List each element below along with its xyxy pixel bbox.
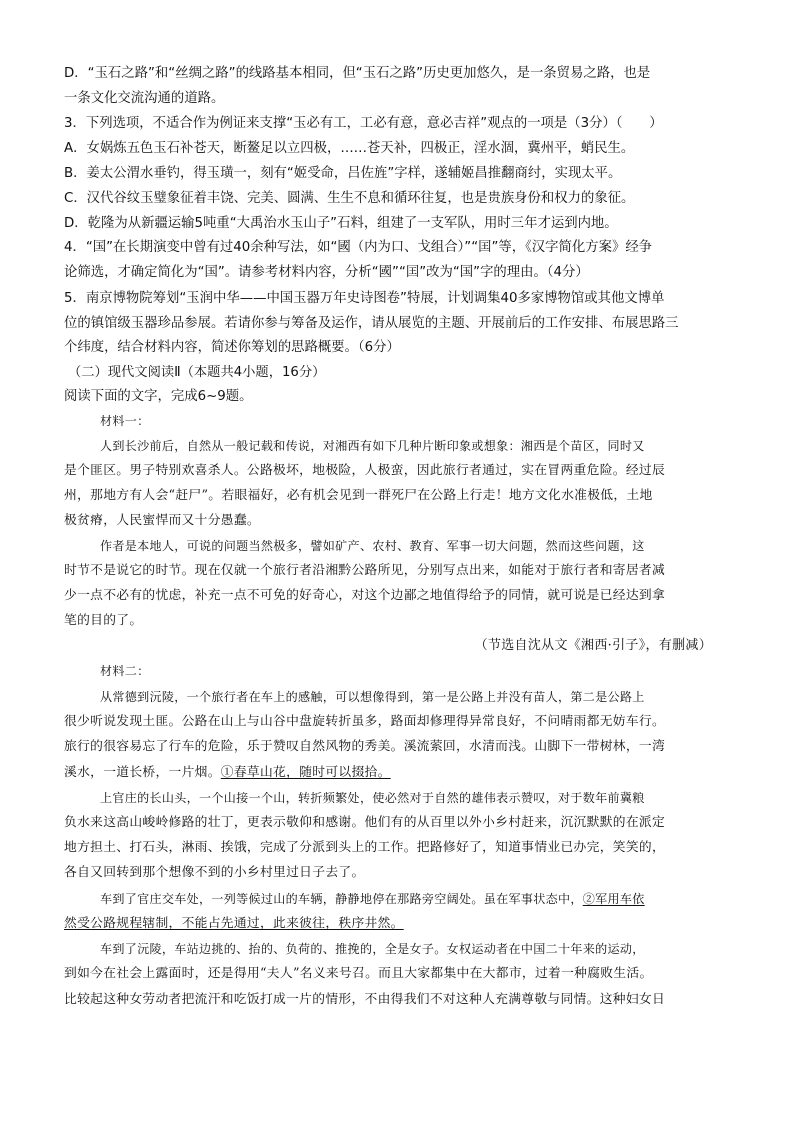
question-3-option-d: D．乾隆为从新疆运输5吨重“大禹治水玉山子”石料，组建了一支军队，用时三年才运到内地。 [64,216,618,231]
underlined-sentence-1: ①春草山花，随时可以掇拾。 [220,765,391,780]
material-2-p2-line3: 地方担土、打石头，淋雨、挨饿，完成了分派到头上的工作。把路修好了，知道事情业已办完，笑笑的， [64,840,666,855]
material-2-p3-line1 [100,891,780,907]
material-1-p2-line1: 作者是本地人，可说的问题当然极多，譬如矿产、农村、教育、军事一切大问题，然而这些问题，这 [100,539,645,553]
material-2-p4-line2: 到如今在社会上露面时，还是得用“夫人”名义来号召。而且大家都集中在大都市，过着一种腐败生活。 [64,966,653,981]
material-1-p1-line3: 州，那地方有人会“赶尸”。若眼福好，必有机会见到一群死尸在公路上行走！地方文化水准极低，土地 [64,488,653,503]
material-2-p2-line1: 上官庄的长山头，一个山接一个山，转折频繁处，使必然对于自然的雄伟表示赞叹，对于数年前冀粮 [100,791,645,805]
question-3-option-c: C．汉代谷纹玉璧象征着丰饶、完美、圆满、生生不息和循环往复，也是贵族身份和权力的象征。 [64,191,635,206]
question-5-line2: 位的镇馆级玉器珍品参展。若请你参与筹备及运作，请从展览的主题、开展前后的工作安排、布展思路三 [64,316,679,331]
material-2-p4-line3: 比较起这种女劳动者把流汗和吃饭打成一片的情形，不由得我们不对这种人充满尊敬与同情。这种妇女日 [64,992,666,1007]
option-d-line2: 一条文化交流沟通的道路。 [64,91,225,106]
material-1-p1-line1: 人到长沙前后，自然从一般记载和传说，对湘西有如下几种片断印象或想象：湘西是个苗区，同时又 [100,439,645,453]
material-1-p2-line3: 少一点不必有的忧虑，补充一点不可免的好奇心，对这个边鄙之地值得给予的同情，就可说是已经达到拿 [64,588,666,603]
material-2-p3-line1-text: 车到了官庄交车处，一列等候过山的车辆，静静地停在那路旁空阔处。虽在军事状态中， [100,892,583,906]
question-4-line2: 论筛选，才确定简化为“国”。请参考材料内容，分析“國”“囯”改为“国”字的理由。（4分） [64,265,589,280]
question-3-option-b: B．姜太公渭水垂钓，得玉璜一，刻有“姬受命，吕佐旌”字样，遂辅姬昌推翻商纣，实现太平。 [64,166,622,181]
question-5-line1: 5．南京博物院筹划“玉润中华——中国玉器万年史诗图卷”特展，计划调集40多家博物馆或其他文博单 [64,291,665,306]
question-3-stem: 3．下列选项，不适合作为例证来支撑“玉必有工，工必有意，意必吉祥”观点的一项是（3分）（ ） [64,116,663,131]
material-1-source: （节选自沈从文《湘西·引子》，有删减） [474,638,712,653]
material-1-p1-line2: 是个匪区。男子特别欢喜杀人。公路极坏，地极险，人极蛮，因此旅行者通过，实在冒两重危险。经过辰 [64,463,666,478]
section-2-heading: （二）现代文阅读Ⅱ（本题共4小题，16分） [68,365,326,380]
question-5-line3: 个纬度，结合材料内容，简述你筹划的思路概要。（6分） [64,340,400,355]
material-2-p1-line1: 从常德到沅陵，一个旅行者在车上的感触，可以想像得到，第一是公路上并没有苗人，第二是公路上 [100,690,645,704]
question-4-line1: 4．“国”在长期演变中曾有过40余种写法，如“國（内为口、戈组合）”“囯”等，《汉字简化方案》经争 [64,240,653,255]
material-2-label: 材料二： [100,664,150,678]
material-2-p2-line2: 负水来这高山峻岭修路的壮丁，更表示敬仰和感谢。他们有的从百里以外小乡村赶来，沉沉默默的在派定 [64,815,666,830]
material-2-p1-line4-text: 溪水，一道长桥，一片烟。 [64,765,221,780]
option-d-line1: D．“玉石之路”和“丝绸之路”的线路基本相同，但“玉石之路”历史更加悠久，是一条贸易之路，也是 [64,66,651,81]
material-1-p2-line4: 笔的目的了。 [64,613,143,628]
material-1-p2-line2: 时节不是说它的时节。现在仅就一个旅行者沿湘黔公路所见，分别写点出来，如能对于旅行者和寄居者减 [64,563,666,578]
question-3-option-a: A．女娲炼五色玉石补苍天，断鳌足以立四极，……苍天补，四极正，淫水涸，冀州平，蛸民生。 [64,141,635,156]
underlined-sentence-2-end: 然受公路规程辖制，不能占先通过，此来彼往，秩序井然。 [64,916,404,931]
material-1-label: 材料一： [100,414,150,428]
underlined-sentence-2-start: ②军用车依 [582,892,645,906]
material-2-p4-line1: 车到了沅陵，车站边挑的、抬的、负荷的、推挽的，全是女子。女权运动者在中国二十年来的运动， [100,942,645,956]
material-2-p1-line3: 旅行的很容易忘了行车的危险，乐于赞叹自然风物的秀美。溪流萦回，水清而浅。山脚下一带树林，一湾 [64,739,666,754]
material-2-p1-line2: 很少听说发现土匪。公路在山上与山谷中盘旋转折虽多，路面却修理得异常良好，不问晴雨都无妨车行。 [64,714,666,729]
material-2-p1-line4 [64,765,744,781]
section-2-instruction: 阅读下面的文字，完成6~9题。 [64,389,253,404]
material-2-p2-line4: 各自又回转到那个想像不到的小乡村里过日子去了。 [64,865,365,880]
material-1-p1-line4: 极贫瘠，人民蜜悍而又十分愚蠢。 [64,513,260,528]
material-2-p3-line2 [64,916,744,932]
